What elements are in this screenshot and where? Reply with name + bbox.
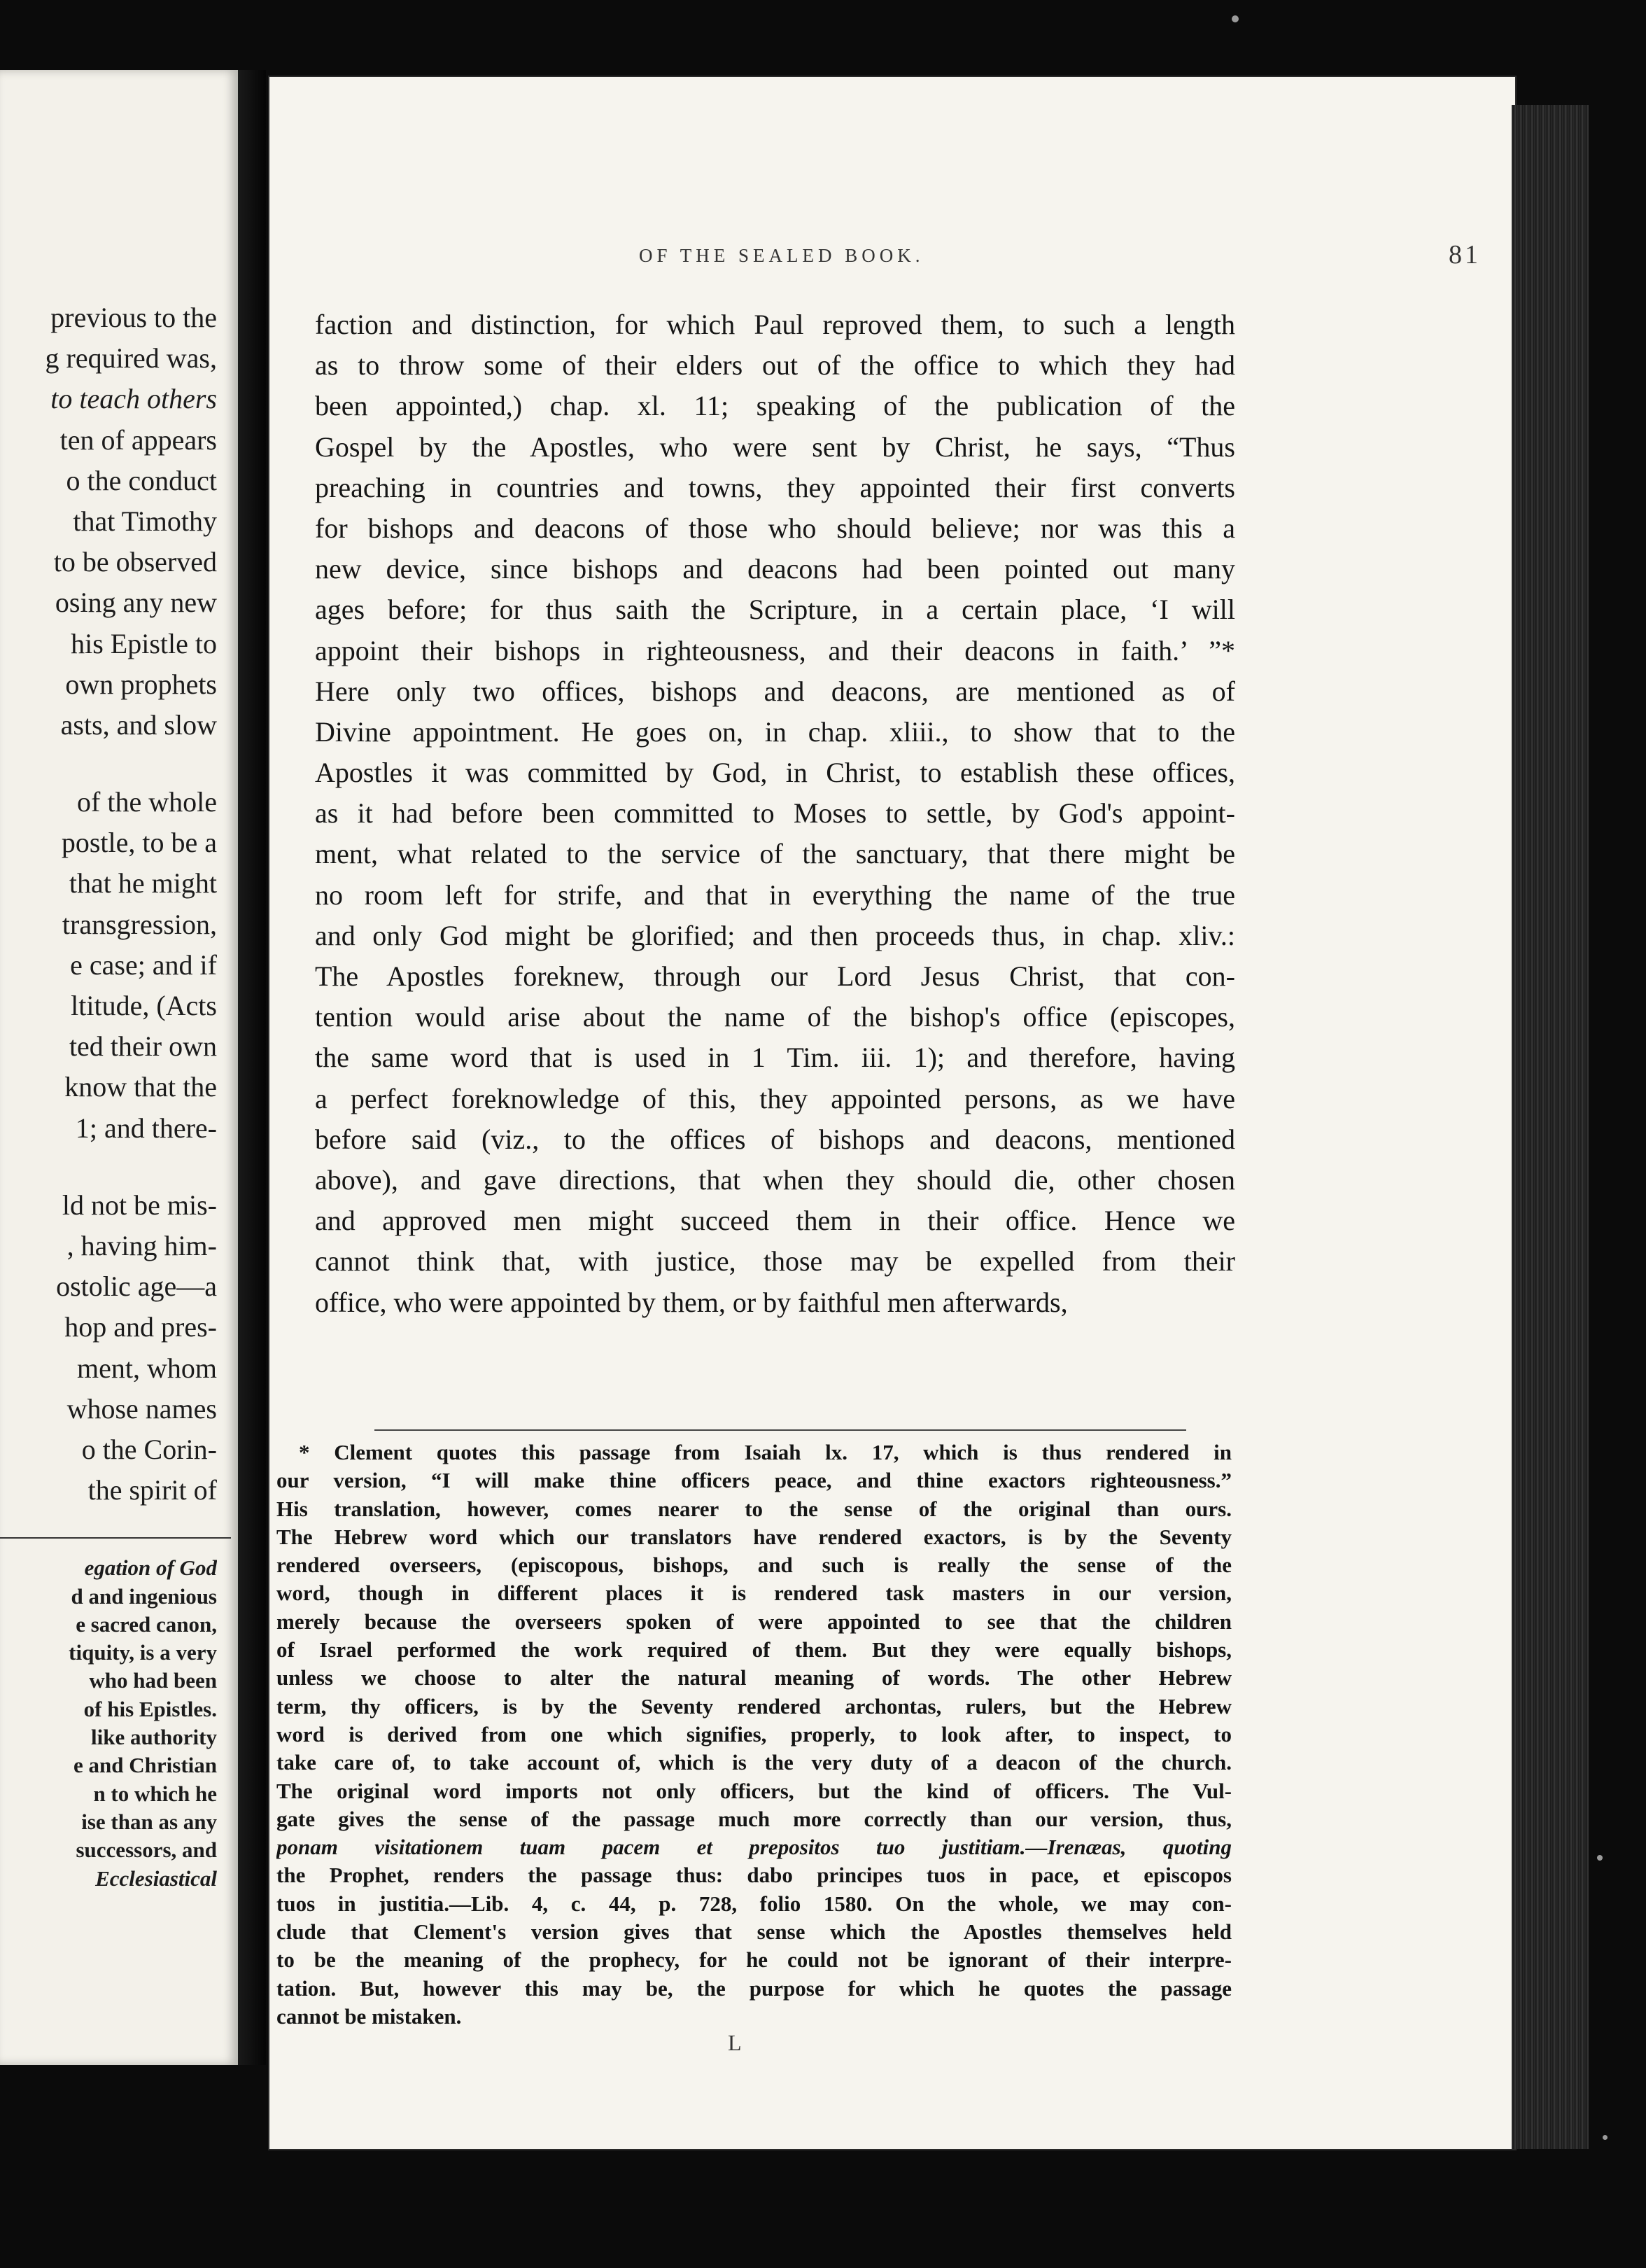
- left-line: ld not be mis-: [62, 1189, 217, 1221]
- left-line: ostolic age—a: [56, 1270, 217, 1303]
- footnote-line: merely because the overseers spoken of were appointed to see that the children: [276, 1609, 1232, 1634]
- body-line: office, who were appointed by them, or by faithful men afterwards,: [315, 1286, 1068, 1318]
- left-line: postle, to be a: [61, 827, 217, 859]
- body-line: the same word that is used in 1 Tim. iii. 1); and therefore, having: [315, 1042, 1235, 1074]
- body-line: before said (viz., to the offices of bishops and deacons, mentioned: [315, 1123, 1235, 1155]
- left-line: ltitude, (Acts: [71, 990, 217, 1021]
- footnote-line: The Hebrew word which our translators have rendered exactors, is by the Seventy: [276, 1524, 1232, 1549]
- body-line: cannot think that, with justice, those may be expelled from their: [315, 1245, 1235, 1278]
- left-footnote-line: e and Christian: [73, 1753, 217, 1778]
- left-line: 1; and there-: [75, 1112, 217, 1144]
- left-line: transgression,: [62, 908, 217, 940]
- left-line: own prophets: [65, 668, 217, 700]
- footnote-line: take care of, to take account of, which is the very duty of a deacon of the church.: [276, 1750, 1232, 1775]
- left-footnote-line: tiquity, is a very: [69, 1640, 217, 1665]
- book-gutter: [238, 70, 266, 2065]
- footnote-line: to be the meaning of the prophecy, for he could not be ignorant of their interpre-: [276, 1947, 1232, 1973]
- footnote-line: rendered overseers, (episcopous, bishops, and such is really the sense of the: [276, 1553, 1232, 1578]
- body-line: a perfect foreknowledge of this, they appointed persons, as we have: [315, 1082, 1235, 1114]
- left-footnote-line: successors, and: [76, 1837, 217, 1863]
- left-footnote-line: Ecclesiastical: [95, 1865, 217, 1891]
- body-line: The Apostles foreknew, through our Lord Jesus Christ, that con-: [315, 960, 1235, 992]
- page-number: 81: [1449, 240, 1481, 270]
- body-line: faction and distinction, for which Paul reproved them, to such a length: [315, 309, 1235, 340]
- left-line: ten of appears: [59, 424, 217, 456]
- footnote-line: tation. But, however this may be, the purpose for which he quotes the passage: [276, 1975, 1232, 2001]
- body-line: Apostles it was committed by God, in Christ, to establish these offices,: [315, 757, 1235, 789]
- dust-speck: [1603, 2135, 1608, 2140]
- main-page: [269, 77, 1515, 2149]
- left-line: o the Corin-: [81, 1433, 217, 1465]
- page-edges: [1512, 105, 1589, 2149]
- left-line: of the whole: [77, 786, 217, 818]
- footnote-line: the Prophet, renders the passage thus: dabo principes tuos in pace, et episcopos: [276, 1863, 1232, 1888]
- left-footnote-line: like authority: [91, 1725, 217, 1750]
- footnote-rule: [374, 1429, 1186, 1431]
- left-footnote-line: egation of God: [84, 1555, 217, 1581]
- running-title: OF THE SEALED BOOK.: [639, 245, 924, 266]
- footnote-line: tuos in justitia.—Lib. 4, c. 44, p. 728, folio 1580. On the whole, we may con-: [276, 1891, 1232, 1916]
- left-line: osing any new: [55, 587, 217, 619]
- body-line: new device, since bishops and deacons had been pointed out many: [315, 553, 1235, 585]
- footnote-line: of Israel performed the work required of them. But they were equally bishops,: [276, 1637, 1232, 1662]
- left-line: know that the: [64, 1071, 217, 1103]
- body-line: and approved men might succeed them in their office. Hence we: [315, 1205, 1235, 1237]
- left-line: to be observed: [53, 546, 217, 578]
- left-line: asts, and slow: [60, 708, 217, 741]
- left-line: g required was,: [45, 342, 217, 374]
- left-line: that he might: [69, 867, 217, 899]
- left-footnote-rule: [0, 1537, 231, 1539]
- left-line: o the conduct: [66, 464, 217, 496]
- footnote-line: word is derived from one which signifies, properly, to look after, to inspect, to: [276, 1721, 1232, 1746]
- left-line: previous to the: [50, 302, 217, 333]
- left-footnote-line: ise than as any: [81, 1809, 217, 1834]
- body-line: Divine appointment. He goes on, in chap. xliii., to show that to the: [315, 715, 1235, 748]
- left-line: e case; and if: [70, 948, 217, 981]
- left-line: his Epistle to: [71, 627, 217, 659]
- body-line: Gospel by the Apostles, who were sent by Christ, he says, “Thus: [315, 430, 1235, 463]
- left-footnote-line: of his Epistles.: [83, 1696, 217, 1721]
- footnote-line: * Clement quotes this passage from Isaiah lx. 17, which is thus rendered in: [299, 1440, 1232, 1464]
- body-line: been appointed,) chap. xl. 11; speaking of the publication of the: [315, 390, 1235, 422]
- body-line: and only God might be glorified; and then proceeds thus, in chap. xliv.:: [315, 919, 1235, 951]
- footnote-line: our version, “I will make thine officers peace, and thine exactors righteousness.”: [276, 1468, 1232, 1493]
- body-line: tention would arise about the name of the bishop's office (episcopes,: [315, 1001, 1235, 1033]
- body-line: for bishops and deacons of those who should believe; nor was this a: [315, 512, 1235, 544]
- body-text: [315, 304, 1235, 1323]
- body-line: appoint their bishops in righteousness, and their deacons in faith.’ ”*: [315, 634, 1235, 666]
- footnote-line: term, thy officers, is by the Seventy rendered archontas, rulers, but the Hebrew: [276, 1693, 1232, 1718]
- dust-speck: [1597, 1855, 1603, 1861]
- left-line: the spirit of: [87, 1474, 217, 1506]
- footnote-line: His translation, however, comes nearer to the sense of the original than ours.: [276, 1496, 1232, 1521]
- left-line: that Timothy: [73, 505, 217, 537]
- left-line: to teach others: [50, 383, 217, 415]
- footnote-line: The original word imports not only officers, but the kind of officers. The Vul-: [276, 1778, 1232, 1803]
- footnote-line: clude that Clement's version gives that sense which the Apostles themselves held: [276, 1919, 1232, 1945]
- footnote-line: cannot be mistaken.: [276, 2003, 462, 2029]
- footnote-line: word, though in different places it is rendered task masters in our version,: [276, 1581, 1232, 1606]
- body-line: no room left for strife, and that in everything the name of the true: [315, 878, 1235, 911]
- body-line: ages before; for thus saith the Scripture, in a certain place, ‘I will: [315, 594, 1235, 626]
- footnote-line: gate gives the sense of the passage much more correctly than our version, thus,: [276, 1806, 1232, 1831]
- left-line: hop and pres-: [64, 1311, 217, 1343]
- body-line: as it had before been committed to Moses to settle, by God's appoint-: [315, 797, 1235, 830]
- body-line: Here only two offices, bishops and deacons, are mentioned as of: [315, 675, 1235, 707]
- signature-mark: L: [728, 2030, 742, 2055]
- left-line: whose names: [66, 1392, 217, 1424]
- body-line: as to throw some of their elders out of the office to which they had: [315, 349, 1235, 382]
- previous-page-fragment: [0, 70, 238, 2065]
- body-line: ment, what related to the service of the sanctuary, that there might be: [315, 838, 1235, 870]
- footnote: [276, 1438, 1232, 2031]
- footnote-line: ponam visitationem tuam pacem et prepositos tuo justitiam.—Irenæas, quoting: [276, 1835, 1232, 1860]
- dust-speck: [1232, 15, 1239, 22]
- previous-page-text: [0, 298, 217, 1893]
- left-footnote-line: who had been: [89, 1668, 217, 1693]
- left-footnote-line: n to which he: [93, 1781, 217, 1806]
- left-line: ted their own: [69, 1030, 217, 1063]
- footnote-line: unless we choose to alter the natural meaning of words. The other Hebrew: [276, 1665, 1232, 1690]
- body-line: preaching in countries and towns, they appointed their first converts: [315, 471, 1235, 503]
- left-line: , having him-: [66, 1229, 217, 1261]
- left-footnote-line: d and ingenious: [71, 1583, 217, 1609]
- left-footnote-line: e sacred canon,: [76, 1611, 217, 1637]
- left-line: ment, whom: [77, 1352, 217, 1384]
- body-line: above), and gave directions, that when they should die, other chosen: [315, 1163, 1235, 1196]
